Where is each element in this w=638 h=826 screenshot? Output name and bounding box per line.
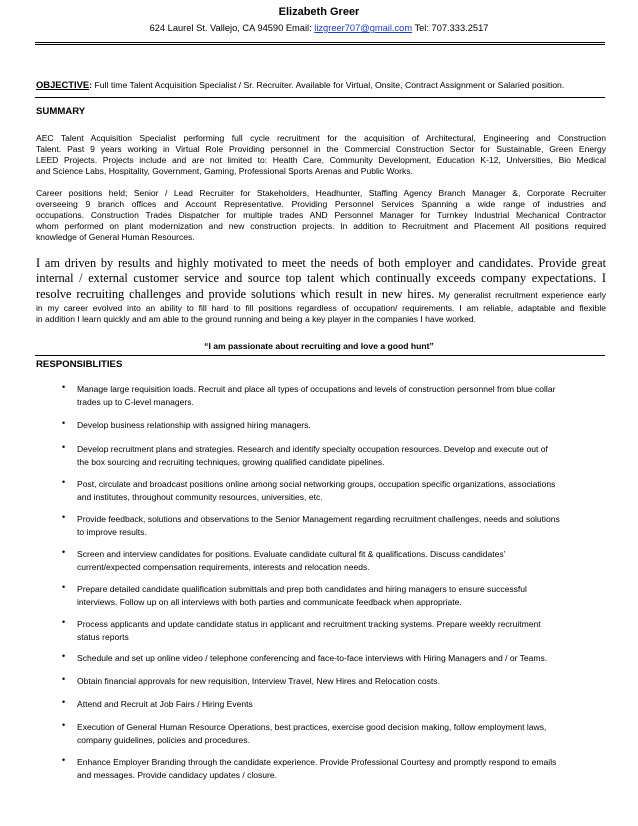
objective-text: Full time Talent Acquisition Specialist / Sr. Recruiter. Available for Virtual, Onsite, Contract Assignment or Salaried position. xyxy=(92,80,565,90)
responsibility-line: Process applicants and update candidate status in applicant and recruitment tracking systems. Prepare weekly recruitment xyxy=(77,619,541,629)
summary-p2-line: overseeing 9 branch offices and Account Representative. Providing Personnel Services Spanning a wide range of industries and xyxy=(36,199,606,210)
bullet-icon: • xyxy=(62,442,66,452)
summary-p3-large-line: I am driven by results and highly motivated to meet the needs of both employer and candidates. Provide great xyxy=(36,256,606,270)
responsibility-line: Screen and interview candidates for positions. Evaluate candidate cultural fit & qualifications. Discuss candidates’ xyxy=(77,549,506,559)
responsibility-text xyxy=(77,756,622,782)
objective-divider xyxy=(35,97,605,98)
summary-heading: SUMMARY xyxy=(36,106,86,117)
bullet-icon: • xyxy=(62,547,66,557)
summary-p3-large-line: internal / external customer service and source top talent which continually exceeds company expectations. I xyxy=(36,271,606,286)
bullet-icon: • xyxy=(62,382,66,392)
header-divider-bottom xyxy=(35,44,605,45)
passion-quote: “I am passionate about recruiting and love a good hunt” xyxy=(204,341,434,351)
objective-label: OBJECTIVE xyxy=(36,79,90,90)
summary-p1-line: LEED Projects. Projects include and are not limited to: Health Care, Community Development, Education K-12, Universities, Bio Medical xyxy=(36,155,606,166)
responsibility-line: Execution of General Human Resource Operations, best practices, exercise good decision making, follow employment laws, xyxy=(77,722,547,732)
responsibility-line: trades up to C-level managers. xyxy=(77,397,194,407)
summary-p3-large-text: resolve recruiting challenges and provide solutions which result in new hires. xyxy=(36,286,435,301)
responsibility-line: interviews. Follow up on all interviews with both parties and communicate feedback when appropriate. xyxy=(77,597,462,607)
bullet-icon: • xyxy=(62,651,66,661)
bullet-icon: • xyxy=(62,697,66,707)
responsibility-text xyxy=(77,698,622,711)
summary-p3-mixed-line xyxy=(36,287,606,303)
responsibility-text xyxy=(77,548,622,574)
summary-p2-line: Career positions held; Senior / Lead Recruiter for Stakeholders, Headhunter, Staffing Agency Branch Manager &, Corporate Recruiter xyxy=(36,188,606,198)
responsibility-text xyxy=(77,513,622,539)
responsibility-line: to improve results. xyxy=(77,527,147,537)
bullet-icon: • xyxy=(62,720,66,730)
responsibility-line: Develop recruitment plans and strategies. Research and identify specialty occupation resources. Develop and execute out of xyxy=(77,444,548,454)
responsibility-line: Obtain financial approvals for new requisition, Interview Travel, New Hires and Relocation costs. xyxy=(77,676,440,686)
responsibility-line: and institutes, throughout community resources, universities, etc. xyxy=(77,492,323,502)
responsibility-line: Enhance Employer Branding through the candidate experience. Provide Professional Courtesy and promptly respond to emails xyxy=(77,757,557,767)
responsibility-text xyxy=(77,652,622,665)
responsibility-text xyxy=(77,721,622,747)
candidate-name: Elizabeth Greer xyxy=(278,6,360,18)
summary-p1-line: and Science Labs, Hospitality, Government, Gaming, Professional Sports Arenas and Public Works. xyxy=(36,166,413,177)
summary-p2-line: occupations. Construction Trades Dispatcher for multiple trades AND Personnel Manager for Turnkey Industrial Mechanical Contractor xyxy=(36,210,606,221)
bullet-icon: • xyxy=(62,418,66,428)
responsibility-text xyxy=(77,419,622,432)
summary-p2-line: knowledge of General Human Resources. xyxy=(36,232,195,243)
address-text: 624 Laurel St. Vallejo, CA 94590 Email: xyxy=(149,23,315,33)
objective-colon: : xyxy=(89,80,93,90)
responsibility-line: company guidelines, policies and procedures. xyxy=(77,735,250,745)
contact-line xyxy=(0,23,638,33)
header-divider-top xyxy=(35,42,605,43)
responsibility-line: Manage large requisition loads. Recruit and place all types of occupations and levels of construction personnel from blue collar xyxy=(77,384,556,394)
summary-p2-line: whom performed on plant modernization and new construction projects. In addition to Recruitment and Placement All positions required xyxy=(36,221,606,232)
objective-line xyxy=(36,79,616,90)
responsibility-line: current/expected compensation requirements, interests and relocation needs. xyxy=(77,562,370,572)
summary-paragraph-1 xyxy=(36,133,606,177)
bullet-icon: • xyxy=(62,617,66,627)
summary-p1-line: AEC Talent Acquisition Specialist performing full cycle recruitment for the acquisition of Architectural, Engineering and Construction xyxy=(36,133,606,143)
responsibility-text xyxy=(77,383,622,409)
responsibility-line: and messages. Provide candidacy updates / closure. xyxy=(77,770,278,780)
responsibility-text xyxy=(77,478,622,504)
summary-p3-small-text: My generalist recruitment experience early xyxy=(434,289,606,300)
responsibility-line: Post, circulate and broadcast positions online among social networking groups, occupation specific organizations, associations xyxy=(77,479,556,489)
summary-paragraph-3 xyxy=(36,256,606,326)
responsibility-line: Schedule and set up online video / telephone conferencing and face-to-face interviews with Hiring Managers and / or Teams. xyxy=(77,653,548,663)
summary-p3-small-line: in my career evolved into an ability to fill hard to fill positions regardless of occupation/ requirements. I am reliable, adaptable and flexible xyxy=(36,303,606,314)
responsibility-line: the box sourcing and recruiting techniques, growing qualified candidate pipelines. xyxy=(77,457,385,467)
responsibility-text xyxy=(77,618,622,644)
phone-text: Tel: 707.333.2517 xyxy=(412,23,489,33)
bullet-icon: • xyxy=(62,755,66,765)
summary-paragraph-2 xyxy=(36,188,606,243)
responsibility-line: Provide feedback, solutions and observations to the Senior Management regarding recruitment challenges, needs and solutions xyxy=(77,514,560,524)
summary-p3-small-line: in addition I learn quickly and am able to the ground running and being a key player in the companies I have worked. xyxy=(36,314,476,325)
responsibility-text xyxy=(77,675,622,688)
bullet-icon: • xyxy=(62,512,66,522)
summary-p1-line: Talent. Past 9 years working in Virtual Role Providing personnel in the Commercial Construction Sector for Sustainable, Green Energy xyxy=(36,144,606,155)
responsibility-text xyxy=(77,443,622,469)
responsibility-text xyxy=(77,583,622,609)
responsibility-line: Attend and Recruit at Job Fairs / Hiring Events xyxy=(77,699,253,709)
responsibility-line: Prepare detailed candidate qualification submittals and prep both candidates and hiring managers to ensure successful xyxy=(77,584,527,594)
bullet-icon: • xyxy=(62,477,66,487)
email-link[interactable]: lizgreer707@gmail.com xyxy=(314,23,413,33)
responsibility-line: Develop business relationship with assigned hiring managers. xyxy=(77,420,311,430)
bullet-icon: • xyxy=(62,582,66,592)
responsibilities-heading: RESPONSIBLITIES xyxy=(36,359,123,370)
responsibility-line: status reports xyxy=(77,632,129,642)
bullet-icon: • xyxy=(62,674,66,684)
summary-divider xyxy=(35,355,605,356)
